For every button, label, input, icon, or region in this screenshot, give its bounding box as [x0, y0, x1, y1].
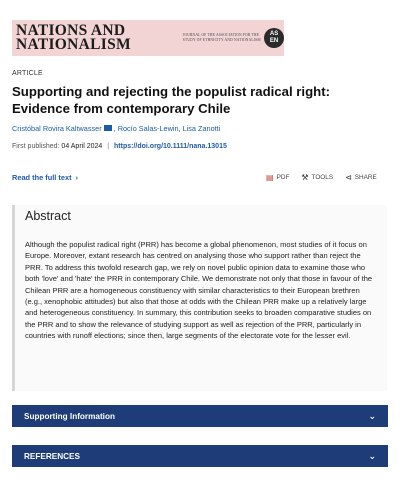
abstract-heading: Abstract [25, 209, 71, 223]
journal-banner[interactable] [12, 20, 284, 56]
publication-info [12, 143, 227, 150]
journal-title-line1: NATIONS AND [16, 22, 126, 39]
tools-button[interactable] [301, 173, 333, 182]
share-label: SHARE [354, 174, 377, 181]
logo-line2: EN [269, 38, 279, 44]
chevron-right-icon: › [75, 173, 79, 182]
supporting-information-accordion[interactable] [12, 405, 388, 427]
pdf-icon: ▤ [266, 173, 274, 182]
accordion-label: Supporting Information [24, 411, 115, 421]
accordion-label: REFERENCES [24, 451, 80, 461]
read-full-text-link[interactable] [12, 173, 78, 182]
doi-link[interactable]: https://doi.org/10.1111/nana.13015 [114, 143, 227, 150]
journal-subtitle: JOURNAL OF THE ASSOCIATION FOR THE STUDY OF ETHNICITY AND NATIONALISM [182, 33, 261, 42]
author-link[interactable]: Rocío Salas-Lewin [117, 124, 179, 133]
author-link[interactable]: Lisa Zanotti [182, 124, 221, 133]
references-accordion[interactable] [12, 445, 388, 467]
article-type: ARTICLE [12, 70, 43, 77]
abstract-text: Although the populist radical right (PRR) has become a global phenomenon, most studies of it focus on Europe. Moreover, extant research has centred on analysing those who support rather than reject the PRR. To address this twofold research gap, we rely on novel public opinion data to examine those who both 'love' and 'hate' the PRR in contemporary Chile. We demonstrate not only that those in favour of the Chilean PRR are a homogeneous constituency with similar characteristics to their European brethren (e.g., xenophobic attitudes) but also that those at odds with the Chilean PRR make up a relatively large and heterogeneous constituency. In summary, this contribution seeks to broaden comparative studies on the PRR and to show the relevance of studying support as well as rejection of the PRR, particularly in countries with runoff elections; since then, large segments of the electorate vote for the lesser evil. [25, 240, 373, 341]
chevron-down-icon: ⌄ [368, 450, 376, 461]
pdf-label: PDF [276, 174, 290, 181]
read-full-text-label: Read the full text [12, 173, 72, 182]
chevron-down-icon: ⌄ [368, 410, 376, 421]
asen-logo [264, 28, 284, 48]
separator: | [107, 143, 110, 150]
tools-label: TOOLS [311, 174, 334, 181]
share-button[interactable] [345, 173, 377, 182]
pdf-button[interactable] [266, 173, 289, 182]
published-date: 04 April 2024 [61, 143, 103, 150]
journal-title [16, 24, 177, 52]
published-label: First published: [12, 143, 60, 150]
article-title: Supporting and rejecting the populist radical right: Evidence from contemporary Chile [12, 84, 330, 116]
email-icon[interactable] [104, 125, 112, 131]
abstract-section [12, 205, 387, 391]
logo-line1: AS [269, 31, 279, 37]
journal-title-line2: NATIONALISM [16, 36, 131, 53]
author-link[interactable]: Cristóbal Rovira Kaltwasser [12, 124, 102, 133]
author-list: Cristóbal Rovira Kaltwasser , Rocío Salas-Lewin, Lisa Zanotti [12, 124, 221, 133]
article-actions [266, 173, 377, 182]
share-icon: ⊲ [345, 173, 352, 182]
wrench-icon: ⚒ [301, 173, 309, 182]
